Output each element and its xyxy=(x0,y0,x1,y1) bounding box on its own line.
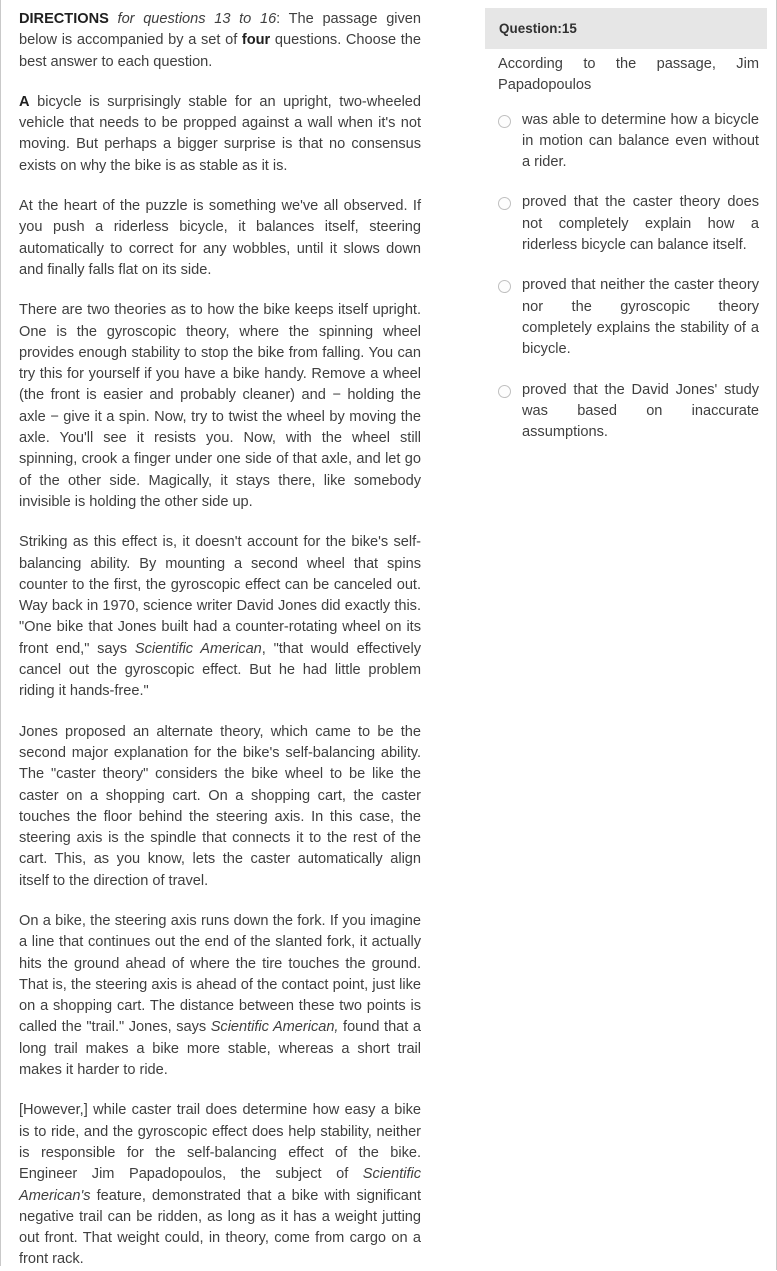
passage-paragraph-6-italic-title: Scientific American, xyxy=(210,1019,339,1036)
question-header-bar xyxy=(485,8,767,49)
answer-option-2[interactable] xyxy=(498,192,759,256)
passage-paragraph-6-part2: found that a long trail makes a bike more stable, whereas a short trail makes it harder to ride. xyxy=(19,1019,421,1079)
directions-text-before-bold: : The passage given below is accompanied by a set of xyxy=(19,11,421,49)
directions-text-after-bold: questions. Choose the best answer to each question. xyxy=(19,32,422,70)
question-number-label: Question:15 xyxy=(499,21,577,36)
question-pane xyxy=(479,0,777,1270)
passage-paragraph-1-text: bicycle is surprisingly stable for an upright, two-wheeled vehicle that needs to be propped against a wall when it's not moving. But perhaps a bigger surprise is that no consensus exists on why the bike is as stable as it is. xyxy=(19,93,421,174)
directions-label: DIRECTIONS xyxy=(19,11,109,27)
answer-option-3-label: proved that neither the caster theory nor the gyroscopic theory completely explains the stability of a bicycle. xyxy=(522,277,759,358)
passage-paragraph-4-italic-title: Scientific American xyxy=(134,640,262,657)
answer-option-4-label: proved that the David Jones' study was based on inaccurate assumptions. xyxy=(522,381,759,441)
answer-options-list xyxy=(498,110,759,444)
column-gap xyxy=(438,0,479,1270)
passage-paragraph-2: At the heart of the puzzle is something we've all observed. If you push a riderless bicycle, it balances itself, steering automatically to correct for any wobbles, until it slows down and finally falls flat on its side. xyxy=(19,198,421,278)
passage-paragraph-7-part1: [However,] while caster trail does determine how easy a bike is to ride, and the gyroscopic effect does help stability, neither is responsible for the self-balancing effect of the bike. Engineer Jim Papadopoulos, the subject of xyxy=(19,1102,421,1183)
passage-paragraph-4 xyxy=(19,532,421,702)
answer-option-1[interactable] xyxy=(498,110,759,174)
directions-paragraph xyxy=(19,9,421,73)
passage-content xyxy=(19,0,421,1271)
passage-paragraph-1 xyxy=(19,92,421,177)
passage-paragraph-7 xyxy=(19,1100,421,1270)
radio-button-icon[interactable] xyxy=(498,115,511,128)
passage-paragraph-6 xyxy=(19,911,421,1081)
radio-button-icon[interactable] xyxy=(498,280,511,293)
passage-paragraph-4-part1: Striking as this effect is, it doesn't account for the bike's self-balancing ability. By mounting a second wheel that spins counter to the first, the gyroscopic effect can be canceled out. Way back in 1970, science writer David Jones did exactly this. "One bike that Jones built had a counter-rotating wheel on its front end," says xyxy=(19,534,421,657)
passage-paragraph-4-part2: , "that would effectively cancel out the gyroscopic effect. But he had little problem riding it hands-free." xyxy=(19,640,422,700)
answer-option-3[interactable] xyxy=(498,275,759,360)
answer-option-1-label: was able to determine how a bicycle in motion can balance even without a rider. xyxy=(522,111,759,171)
question-stem: According to the passage, Jim Papadopoulos xyxy=(498,56,759,94)
answer-option-4[interactable] xyxy=(498,380,759,444)
passage-paragraph-6-part1: On a bike, the steering axis runs down the fork. If you imagine a line that continues out the end of the slanted fork, it actually hits the ground ahead of where the tire touches the ground. That is, the steering axis is ahead of the contact point, just like on a shopping cart. The distance between these two points is called the "trail." Jones, says xyxy=(19,912,421,1036)
answer-option-2-label: proved that the caster theory does not completely explain how a riderless bicycle can balance itself. xyxy=(522,194,759,254)
directions-bold-count: four xyxy=(241,32,271,49)
directions-question-range: for questions 13 to 16 xyxy=(117,11,277,27)
question-body xyxy=(485,49,767,462)
passage-paragraph-7-part2: feature, demonstrated that a bike with significant negative trail can be ridden, as long as it has a weight jutting out front. That weight could, in theory, come from cargo on a front rack. xyxy=(19,1187,421,1268)
passage-paragraph-7-italic-title: Scientific American's xyxy=(19,1166,421,1204)
passage-paragraph-1-lead: A xyxy=(19,93,30,110)
passage-paragraph-5: Jones proposed an alternate theory, which came to be the second major explanation for the bike's self-balancing ability. The "caster theory" considers the bike wheel to be like the caster on a shopping cart. On a shopping cart, the caster touches the floor behind the steering axis. In this case, the steering axis is the spindle that connects it to the rest of the cart. This, as you know, lets the caster automatically align itself to the direction of travel. xyxy=(19,723,421,889)
radio-button-icon[interactable] xyxy=(498,197,511,210)
passage-paragraph-3: There are two theories as to how the bike keeps itself upright. One is the gyroscopic theory, where the spinning wheel provides enough stability to stop the bike from falling. You can try this for yourself if you have a bike handy. Remove a wheel (the front is easier and probably cleaner) and − holding the axle − give it a spin. Now, try to twist the wheel by moving the axle. You'll see it resists you. Now, with the wheel still spinning, crook a finger under one side of that axle, and let go of the other side. Magically, it stays there, like somebody invisible is holding the other side up. xyxy=(19,302,421,510)
radio-button-icon[interactable] xyxy=(498,385,511,398)
